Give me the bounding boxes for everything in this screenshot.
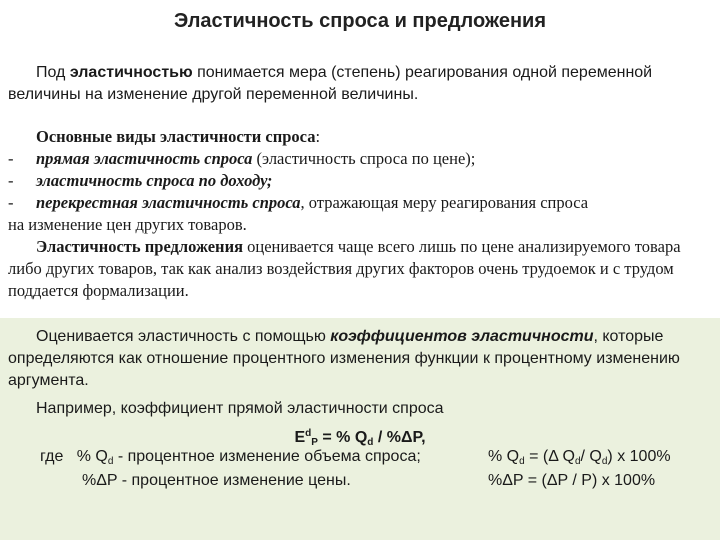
formula-end: / %ΔP, <box>373 429 426 446</box>
list-rest: (эластичность спроса по цене); <box>252 149 476 168</box>
formula-sub: P <box>311 437 318 448</box>
p-desc: - процентное изменение цены. <box>117 472 351 489</box>
list-continuation: на изменение цен других товаров. <box>8 215 247 234</box>
elasticity-formula <box>0 428 720 448</box>
q-formula-sub3: d <box>601 456 608 467</box>
list-term: эластичность спроса по доходу; <box>36 171 273 190</box>
q-formula-a: % Q <box>488 448 520 465</box>
q-formula-sub2: d <box>574 456 581 467</box>
definition-rest: понимается мера (степень) реагирования одной переменной величины на изменение другой переменной величины. <box>8 64 653 103</box>
p-formula: %ΔP = (ΔP / P) x 100% <box>488 472 656 489</box>
formula-e: E <box>294 429 306 446</box>
formula-sub2: d <box>367 437 374 448</box>
coefficients-term: коэффициентов эластичности <box>330 328 594 345</box>
example-line: Например, коэффициент прямой эластичности спроса <box>36 400 444 417</box>
list-dash: - <box>8 149 14 168</box>
definition-lead: Под <box>36 64 70 81</box>
definition-paragraph <box>8 62 713 106</box>
where-line-q <box>40 448 421 467</box>
types-heading-line <box>8 126 713 148</box>
q-formula-d: ) x 100% <box>607 448 671 465</box>
list-rest: , отражающая меру реагирования спроса <box>300 193 589 212</box>
types-heading: Основные виды эластичности спроса <box>36 127 316 146</box>
list-term: прямая эластичность спроса <box>36 149 253 168</box>
p-label: %ΔP <box>82 472 118 489</box>
q-desc: - процентное изменение объема спроса; <box>113 448 421 465</box>
supply-paragraph <box>8 236 713 302</box>
formula-mid: = % Q <box>317 429 368 446</box>
list-term: перекрестная эластичность спроса <box>36 193 301 212</box>
definition-term: эластичностью <box>69 64 193 81</box>
coefficients-lead: Оценивается эластичность с помощью <box>36 328 331 345</box>
q-label: % Q <box>76 448 108 465</box>
where-line-p <box>82 472 351 490</box>
list-dash: - <box>8 171 14 190</box>
supply-term: Эластичность предложения <box>36 237 243 256</box>
q-formula <box>488 448 671 467</box>
list-dash: - <box>8 193 14 212</box>
coefficients-rest: , которые определяются как отношение процентного изменения функции к процентному изменению аргумента. <box>8 328 680 389</box>
types-colon: : <box>315 127 321 146</box>
list-item <box>8 192 713 214</box>
q-formula-sub: d <box>519 456 525 467</box>
q-formula-c: / Q <box>580 448 602 465</box>
supply-rest: оценивается чаще всего лишь по цене анализируемого товара либо других товаров, так как анализ воздействия других факторов очень трудоемок и с трудом поддается формализации. <box>8 237 681 300</box>
formula-sup: d <box>305 428 312 439</box>
q-sub: d <box>107 456 114 467</box>
types-section <box>8 126 713 302</box>
list-item <box>8 148 713 170</box>
coefficients-paragraph <box>8 326 713 392</box>
slide-title: Эластичность спроса и предложения <box>173 10 547 32</box>
q-formula-b: = (Δ Q <box>524 448 575 465</box>
list-item <box>8 170 713 192</box>
where-word: где <box>40 448 64 465</box>
